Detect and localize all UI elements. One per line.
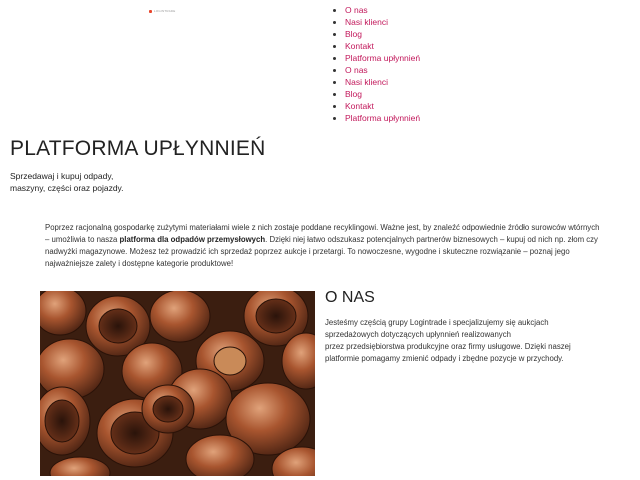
menu-item-platforma [345, 112, 420, 124]
menu-item-blog [345, 88, 420, 100]
hero-subtitle-line: maszyny, części oraz pojazdy. [10, 183, 124, 193]
main-navigation [331, 4, 420, 124]
menu-item-o-nas [345, 4, 420, 16]
menu-item-platforma [345, 52, 420, 64]
logo-mark-icon [149, 10, 152, 13]
site-logo[interactable] [149, 9, 176, 13]
nav-link-blog[interactable]: Blog [345, 89, 363, 99]
menu-primary [331, 4, 420, 64]
menu-item-kontakt [345, 100, 420, 112]
nav-link-platforma[interactable]: Platforma upłynnień [345, 113, 421, 123]
logo-text: LOGINTRADE [154, 9, 176, 13]
intro-text: . Dzięki niej łatwo odszukasz potencjalnych partnerów biznesowych – kupuj od nich np. złom czy nadwyżki magazynowe. Możesz też prowadzić ich sprzedaż poprzez aukcje i przetargi. To nowoczesne, wygodne i skuteczne rozwiązanie – poznaj jego najważniejsze zalety i dostępne kategorie produktowe! [45, 235, 598, 268]
hero-subtitle-line: Sprzedawaj i kupuj odpady, [10, 171, 114, 181]
copper-fittings-image [40, 291, 315, 476]
menu-item-kontakt [345, 40, 420, 52]
intro-paragraph [45, 222, 605, 270]
nav-link-kontakt[interactable]: Kontakt [345, 41, 374, 51]
nav-link-nasi-klienci[interactable]: Nasi klienci [345, 17, 388, 27]
page-title: PLATFORMA UPŁYNNIEŃ [10, 137, 266, 160]
menu-item-nasi-klienci [345, 76, 420, 88]
about-heading: O NAS [325, 289, 375, 306]
menu-item-blog [345, 28, 420, 40]
about-text-line: platformie pomagamy zmienić odpady i zbędne pozycje w przychody. [325, 354, 564, 363]
about-text-line: przez przedsiębiorstwa produkcyjne oraz firmy usługowe. Dzięki naszej [325, 342, 571, 351]
about-text-line: Jesteśmy częścią grupy Logintrade i specjalizujemy się aukcjach [325, 318, 549, 327]
nav-link-nasi-klienci[interactable]: Nasi klienci [345, 77, 388, 87]
intro-bold-phrase: platforma dla odpadów przemysłowych [119, 235, 266, 244]
intro-text: Poprzez racjonalną gospodarkę zużytymi materiałami wiele z nich zostaje poddane recyklingowi. Ważne jest, by znaleźć odpowiednie źródło surowców wtórnych – umożliwia to nasza [45, 223, 600, 244]
nav-link-platforma[interactable]: Platforma upłynnień [345, 53, 421, 63]
hero-subtitle [10, 170, 124, 194]
nav-link-kontakt[interactable]: Kontakt [345, 101, 374, 111]
about-text-line: sprzedażowych dotyczących upłynnień realizowanych [325, 330, 511, 339]
menu-item-nasi-klienci [345, 16, 420, 28]
nav-link-blog[interactable]: Blog [345, 29, 363, 39]
nav-link-o-nas[interactable]: O nas [345, 65, 368, 75]
nav-link-o-nas[interactable]: O nas [345, 5, 368, 15]
menu-secondary [331, 64, 420, 124]
about-paragraph [325, 317, 585, 365]
menu-item-o-nas [345, 64, 420, 76]
